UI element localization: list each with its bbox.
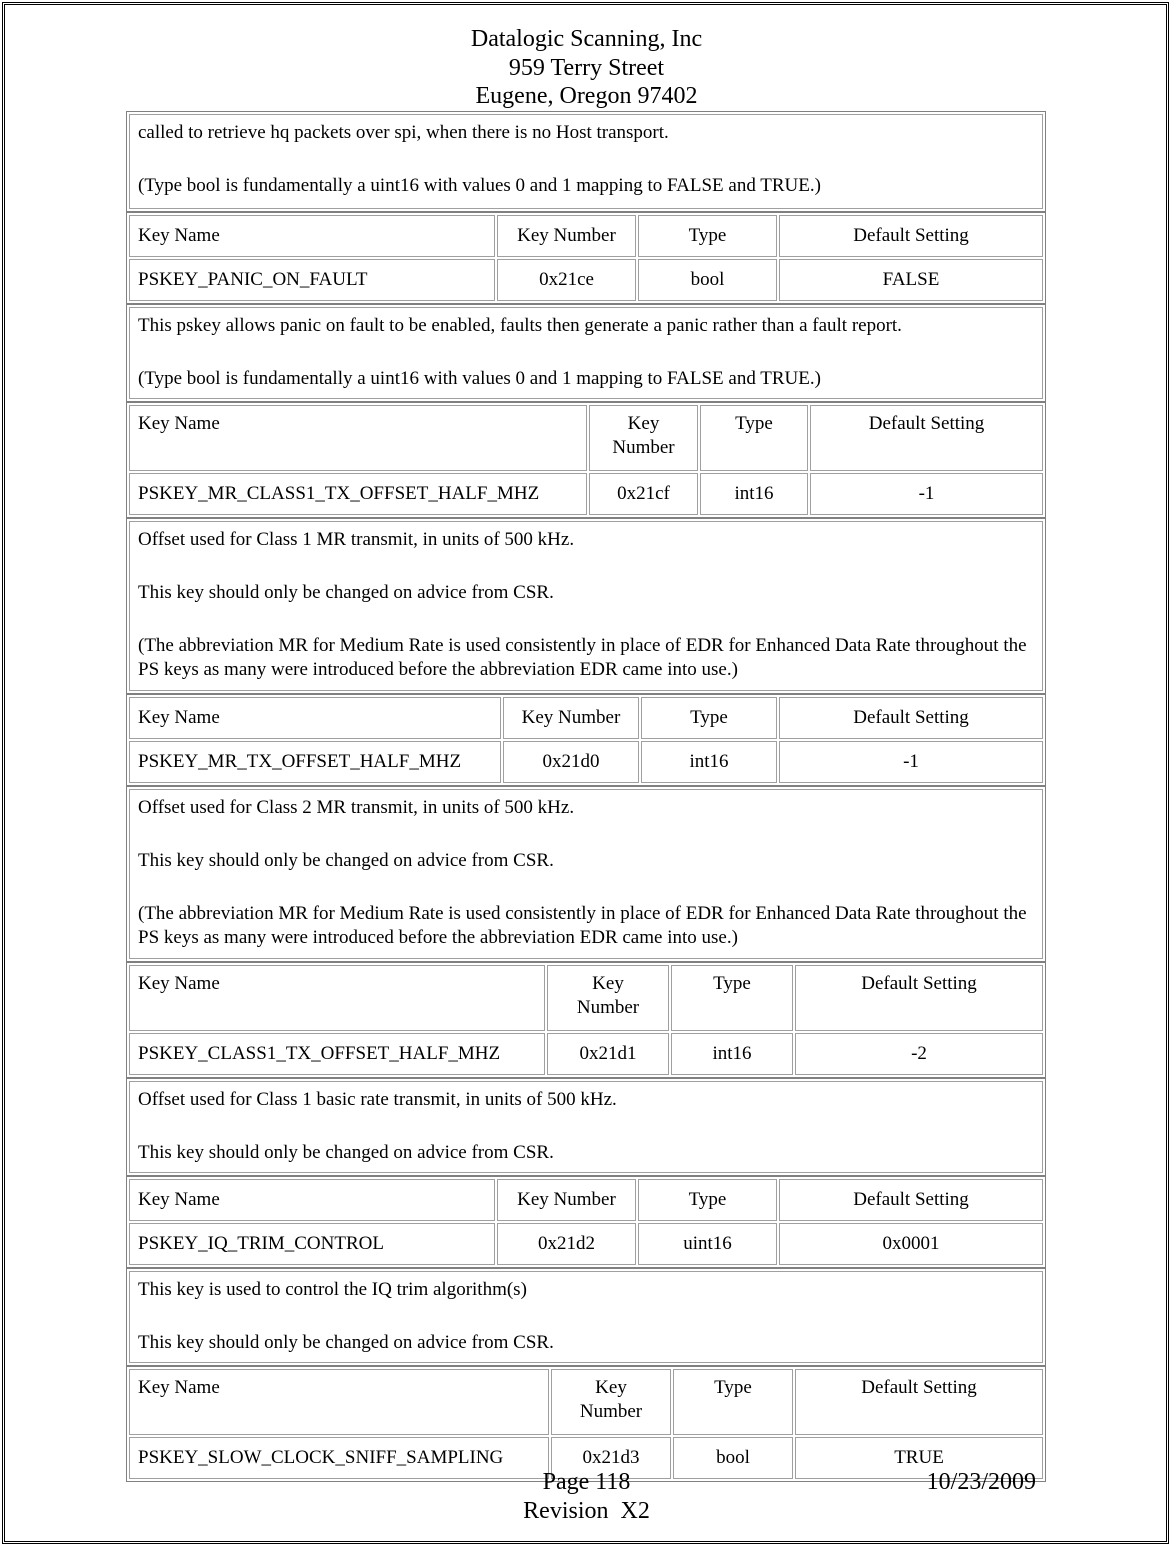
key-name-cell: PSKEY_IQ_TRIM_CONTROL [129, 1223, 495, 1265]
key-default-cell: FALSE [779, 259, 1043, 301]
description-text: This key is used to control the IQ trim algorithm(s) [138, 1279, 527, 1300]
col-header-key-number: Key Number [497, 215, 636, 257]
description-block [126, 111, 1046, 212]
key-number-cell: 0x21d1 [547, 1033, 669, 1075]
description-text: (The abbreviation MR for Medium Rate is used consistently in place of EDR for Enhanced Data Rate throughout the PS keys as many were introduced before the abbreviation EDR came into use.) [138, 903, 1027, 948]
key-name-cell: PSKEY_PANIC_ON_FAULT [129, 259, 495, 301]
key-type-cell: uint16 [638, 1223, 777, 1265]
key-number-cell: 0x21ce [497, 259, 636, 301]
col-header-type: Type [638, 1179, 777, 1221]
col-header-type: Type [671, 965, 793, 1031]
col-header-key-number: Key Number [497, 1179, 636, 1221]
key-table [126, 402, 1046, 518]
col-header-default: Default Setting [779, 215, 1043, 257]
key-table [126, 212, 1046, 304]
letterhead [0, 25, 1173, 111]
pskey-document [126, 111, 1046, 1482]
description-text: called to retrieve hq packets over spi, when there is no Host transport. [138, 122, 669, 143]
description-text: This key should only be changed on advice from CSR. [138, 1142, 554, 1163]
key-type-cell: int16 [700, 473, 808, 515]
col-header-key-number: Key Number [551, 1369, 671, 1435]
description-block [126, 1078, 1046, 1176]
revision: Revision X2 [523, 1497, 650, 1524]
col-header-default: Default Setting [795, 965, 1043, 1031]
key-name-cell: PSKEY_MR_CLASS1_TX_OFFSET_HALF_MHZ [129, 473, 587, 515]
page-number: Page 118 [542, 1469, 631, 1495]
key-type-cell: int16 [641, 741, 777, 783]
key-type-cell: bool [673, 1437, 793, 1479]
key-table [126, 1366, 1046, 1482]
key-default-cell: -2 [795, 1033, 1043, 1075]
col-header-key-name: Key Name [129, 697, 501, 739]
col-header-default: Default Setting [795, 1369, 1043, 1435]
description-text: This key should only be changed on advice from CSR. [138, 1332, 554, 1353]
col-header-key-number: Key Number [589, 405, 698, 471]
description-text: Offset used for Class 1 MR transmit, in units of 500 kHz. [138, 529, 575, 550]
description-text: Offset used for Class 1 basic rate transmit, in units of 500 kHz. [138, 1089, 617, 1110]
description-block [126, 1268, 1046, 1366]
col-header-key-name: Key Name [129, 215, 495, 257]
key-default-cell: -1 [810, 473, 1043, 515]
col-header-key-name: Key Name [129, 1369, 549, 1435]
key-number-cell: 0x21d3 [551, 1437, 671, 1479]
description-block [126, 518, 1046, 694]
key-default-cell: TRUE [795, 1437, 1043, 1479]
key-table [126, 962, 1046, 1078]
footer-date: 10/23/2009 [926, 1469, 1036, 1495]
col-header-key-name: Key Name [129, 405, 587, 471]
page-footer [0, 1468, 1173, 1525]
key-name-cell: PSKEY_MR_TX_OFFSET_HALF_MHZ [129, 741, 501, 783]
description-block [126, 304, 1046, 402]
description-text: (Type bool is fundamentally a uint16 with values 0 and 1 mapping to FALSE and TRUE.) [138, 175, 821, 196]
description-text: (Type bool is fundamentally a uint16 with values 0 and 1 mapping to FALSE and TRUE.) [138, 368, 821, 389]
key-number-cell: 0x21cf [589, 473, 698, 515]
col-header-key-name: Key Name [129, 1179, 495, 1221]
description-text: This key should only be changed on advice from CSR. [138, 582, 554, 603]
description-text: Offset used for Class 2 MR transmit, in units of 500 kHz. [138, 797, 575, 818]
key-type-cell: int16 [671, 1033, 793, 1075]
col-header-type: Type [673, 1369, 793, 1435]
description-text: This key should only be changed on advice from CSR. [138, 850, 554, 871]
col-header-default: Default Setting [779, 697, 1043, 739]
key-default-cell: 0x0001 [779, 1223, 1043, 1265]
col-header-default: Default Setting [779, 1179, 1043, 1221]
company-street: 959 Terry Street [508, 54, 665, 81]
key-default-cell: -1 [779, 741, 1043, 783]
company-name: Datalogic Scanning, Inc [470, 26, 703, 52]
key-table [126, 694, 1046, 786]
description-text: This pskey allows panic on fault to be enabled, faults then generate a panic rather than a fault report. [138, 315, 902, 336]
key-name-cell: PSKEY_CLASS1_TX_OFFSET_HALF_MHZ [129, 1033, 545, 1075]
description-text: (The abbreviation MR for Medium Rate is used consistently in place of EDR for Enhanced Data Rate throughout the PS keys as many were introduced before the abbreviation EDR came into use.) [138, 635, 1027, 680]
col-header-type: Type [638, 215, 777, 257]
col-header-type: Type [641, 697, 777, 739]
key-name-cell: PSKEY_SLOW_CLOCK_SNIFF_SAMPLING [129, 1437, 549, 1479]
col-header-key-number: Key Number [547, 965, 669, 1031]
col-header-default: Default Setting [810, 405, 1043, 471]
company-city: Eugene, Oregon 97402 [475, 83, 698, 109]
description-block [126, 786, 1046, 962]
key-table [126, 1176, 1046, 1268]
col-header-type: Type [700, 405, 808, 471]
key-number-cell: 0x21d2 [497, 1223, 636, 1265]
col-header-key-number: Key Number [503, 697, 639, 739]
key-number-cell: 0x21d0 [503, 741, 639, 783]
key-type-cell: bool [638, 259, 777, 301]
col-header-key-name: Key Name [129, 965, 545, 1031]
